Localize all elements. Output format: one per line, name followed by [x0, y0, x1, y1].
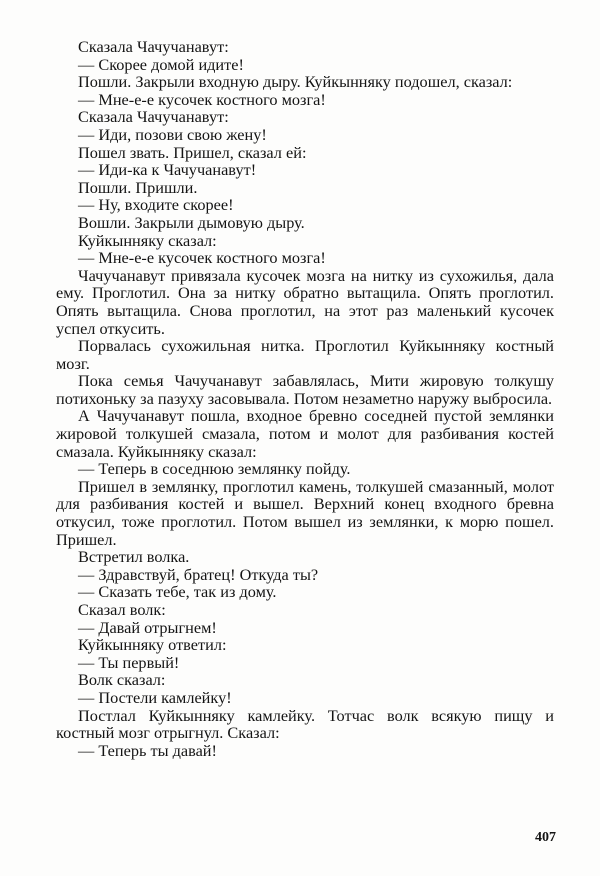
paragraph: Порвалась сухожильная нитка. Проглотил Куйкынняку костный мозг.: [56, 336, 554, 373]
paragraph: А Чачучанавут пошла, входное бревно соседней пустой землянки жировой толкушей смазала, потом и молот для разбивания костей смазала. Куйкынняку сказал:: [56, 406, 554, 461]
paragraph: — Теперь в соседнюю землянку пойду.: [78, 459, 351, 479]
paragraph: Пошел звать. Пришел, сказал ей:: [78, 142, 307, 162]
paragraph: Пошли. Пришли.: [78, 177, 198, 197]
paragraph: Куйкынняку сказал:: [78, 230, 217, 250]
paragraph: Пришел в землянку, проглотил камень, толкушей смазанный, молот для разбивания костей и вышел. Верхний конец входного бревна откусил, тоже проглотил. Потом вышел из землянки, к морю пошел. Пришел.: [56, 476, 554, 549]
paragraph: — Постели камлейку!: [78, 687, 232, 707]
paragraph: Пошли. Закрыли входную дыру. Куйкынняку подошел, сказал:: [78, 72, 513, 92]
paragraph: — Сказать тебе, так из дому.: [78, 582, 277, 602]
paragraph: Пока семья Чачучанавут забавлялась, Мити жировую толкушу потихоньку за пазуху засовывала. Потом незаметно наружу выбросила.: [56, 371, 554, 408]
paragraph: Встретил волка.: [78, 547, 190, 567]
paragraph: Сказала Чачучанавут:: [78, 107, 229, 127]
paragraph: Вошли. Закрыли дымовую дыру.: [78, 212, 305, 232]
paragraph: — Ну, входите скорее!: [78, 195, 234, 215]
page-text: [56, 38, 554, 759]
page-number: 407: [535, 830, 556, 845]
paragraph: Сказала Чачучанавут:: [78, 37, 229, 56]
paragraph: — Здравствуй, братец! Откуда ты?: [78, 564, 319, 584]
paragraph: — Мне-е-е кусочек костного мозга!: [78, 248, 326, 268]
paragraph: — Иди, позови свою жену!: [78, 124, 267, 144]
paragraph: Волк сказал:: [78, 670, 166, 690]
paragraph: — Иди-ка к Чачучанавут!: [78, 160, 257, 180]
paragraph: Куйкынняку ответил:: [78, 635, 227, 655]
paragraph: — Ты первый!: [78, 652, 180, 672]
paragraph: — Теперь ты давай!: [78, 740, 217, 760]
paragraph: — Скорее домой идите!: [78, 54, 244, 74]
paragraph: Постлал Куйкынняку камлейку. Тотчас волк всякую пищу и костный мозг отрыгнул. Сказал:: [56, 705, 554, 743]
paragraph: Чачучанавут привязала кусочек мозга на нитку из сухожилья, дала ему. Проглотил. Она за нитку обратно вытащила. Опять проглотил. Опять вытащила. Снова проглотил, на этот раз маленький кусочек успел откусить.: [56, 265, 554, 338]
paragraph: — Давай отрыгнем!: [78, 617, 217, 637]
paragraph: — Мне-е-е кусочек костного мозга!: [78, 89, 326, 109]
paragraph: Сказал волк:: [78, 600, 166, 619]
